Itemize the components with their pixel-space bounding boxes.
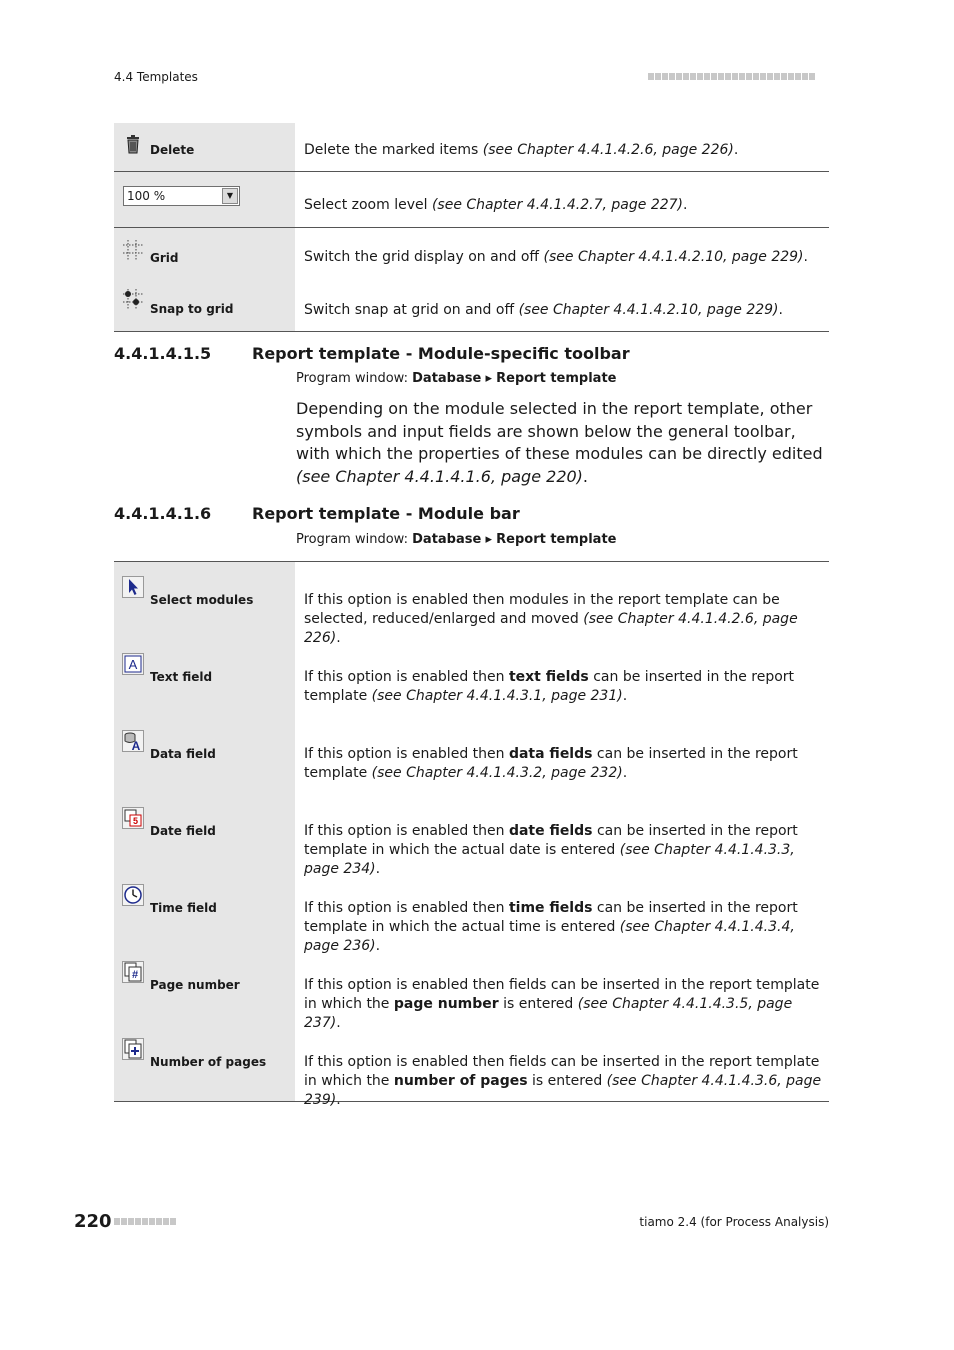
snap-grid-description: Switch snap at grid on and off (see Chapter 4.4.1.4.2.10, page 229). (304, 302, 783, 318)
footer-product: tiamo 2.4 (for Process Analysis) (639, 1215, 829, 1229)
svg-text:5: 5 (132, 816, 139, 826)
table-row (114, 639, 829, 716)
table-row (114, 793, 829, 870)
section-title: Report template - Module-specific toolbar (252, 344, 630, 363)
snap-grid-label: Snap to grid (150, 302, 234, 316)
number-of-pages-icon (122, 1038, 144, 1060)
page-number-icon (122, 961, 144, 983)
svg-text:A: A (131, 739, 141, 752)
date-field-icon (122, 807, 144, 829)
data-field-label: Data field (150, 747, 216, 761)
data-field-icon (122, 730, 144, 752)
date-field-label: Date field (150, 824, 216, 838)
running-header: 4.4 Templates (114, 70, 198, 84)
module-description: If this option is enabled then fields can be inserted in the report template in which the number of pages is entered (see Chapter 4.4.1.4.3.6, page 239). (304, 1054, 822, 1108)
grid-label: Grid (150, 251, 179, 265)
chevron-down-icon[interactable]: ▼ (222, 188, 238, 204)
table-row (114, 172, 829, 228)
page-number: 220 (74, 1211, 112, 1232)
grid-icon (122, 239, 144, 261)
table-row (114, 280, 829, 332)
page-number-label: Page number (150, 978, 240, 992)
header-decoration (648, 73, 815, 80)
clock-icon (122, 884, 144, 906)
footer-decoration (114, 1218, 176, 1225)
section-title: Report template - Module bar (252, 504, 520, 523)
text-field-icon (122, 653, 144, 675)
zoom-description: Select zoom level (see Chapter 4.4.1.4.2.7, page 227). (304, 197, 688, 213)
table-row (114, 870, 829, 947)
section-number: 4.4.1.4.1.6 (114, 504, 212, 523)
table-row (114, 716, 829, 793)
cursor-arrow-icon (122, 576, 144, 598)
text-field-label: Text field (150, 670, 213, 684)
table-row (114, 123, 829, 172)
delete-label: Delete (150, 143, 195, 157)
number-of-pages-label: Number of pages (150, 1055, 267, 1069)
table-row (114, 562, 829, 640)
section-paragraph: Depending on the module selected in the report template, other symbols and input fields are shown below the general toolbar, with which the properties of these modules can be directly edited (see Chapter 4.4.1.4.1.6, page 220). (296, 399, 823, 486)
trash-icon (122, 133, 144, 155)
module-description: If this option is enabled then modules in the report template can be selected, reduced/enlarged and moved (see Chapter 4.4.1.4.2.6, page 226). (304, 592, 798, 646)
module-table (114, 561, 829, 1108)
module-description: If this option is enabled then data fields can be inserted in the report template (see Chapter 4.4.1.4.3.2, page 232). (304, 746, 798, 781)
toolbar-table (114, 123, 829, 332)
module-description: If this option is enabled then time fields can be inserted in the report template in which the actual time is entered (see Chapter 4.4.1.4.3.4, page 236). (304, 900, 798, 954)
grid-description: Switch the grid display on and off (see Chapter 4.4.1.4.2.10, page 229). (304, 249, 808, 265)
svg-text:A: A (128, 657, 138, 672)
delete-description: Delete the marked items (see Chapter 4.4.1.4.2.6, page 226). (304, 142, 739, 158)
zoom-value: 100 % (127, 189, 166, 203)
select-modules-label: Select modules (150, 593, 254, 607)
table-row (114, 947, 829, 1024)
zoom-select[interactable] (123, 186, 240, 206)
svg-text:#: # (131, 969, 139, 981)
snap-grid-icon (122, 288, 144, 310)
program-window-path: Program window: Database ▸ Report template (296, 532, 617, 547)
module-description: If this option is enabled then date fields can be inserted in the report template in which the actual date is entered (see Chapter 4.4.1.4.3.3, page 234). (304, 823, 798, 877)
table-row (114, 1024, 829, 1102)
time-field-label: Time field (150, 901, 217, 915)
section-number: 4.4.1.4.1.5 (114, 344, 212, 363)
module-description: If this option is enabled then fields can be inserted in the report template in which the page number is entered (see Chapter 4.4.1.4.3.5, page 237). (304, 977, 820, 1031)
table-row (114, 228, 829, 281)
module-description: If this option is enabled then text fields can be inserted in the report template (see Chapter 4.4.1.4.3.1, page 231). (304, 669, 795, 704)
program-window-path: Program window: Database ▸ Report template (296, 371, 617, 386)
